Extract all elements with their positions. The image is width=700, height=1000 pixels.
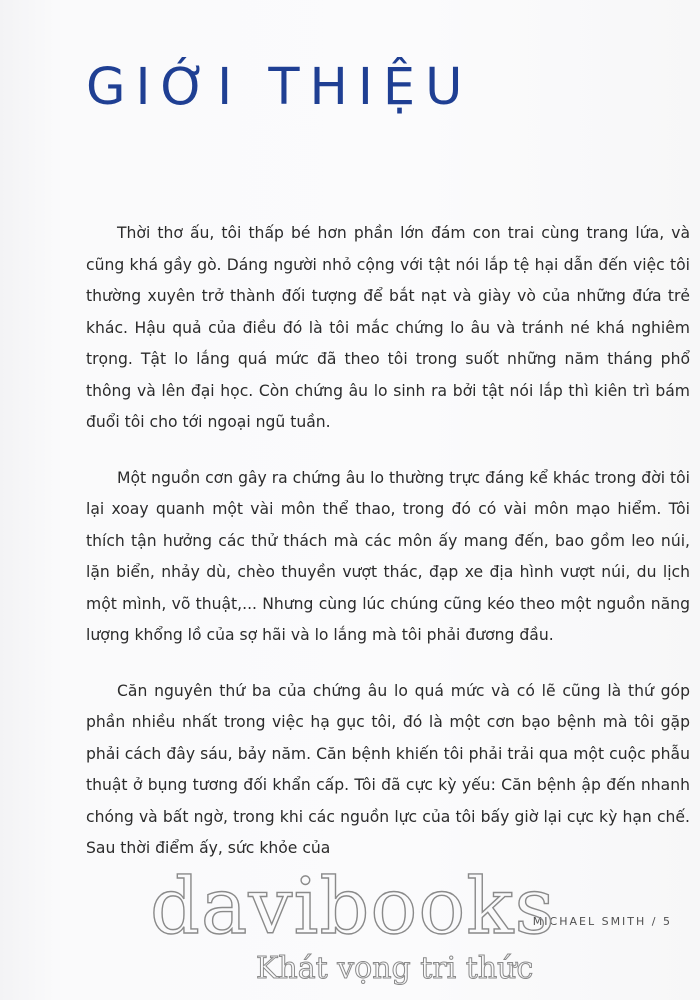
body-text bbox=[86, 218, 690, 889]
page-footer: MICHAEL SMITH / 5 bbox=[532, 915, 672, 928]
chapter-title: GIỚI THIỆU bbox=[86, 58, 473, 117]
paragraph-1: Thời thơ ấu, tôi thấp bé hơn phần lớn đám con trai cùng trang lứa, và cũng khá gầy gò. Dáng người nhỏ cộng với tật nói lắp tệ hại dẫn đến việc tôi thường xuyên trở thành đối tượng để bắt nạt và giày vò của những đứa trẻ khác. Hậu quả của điều đó là tôi mắc chứng lo âu và tránh né khá nghiêm trọng. Tật lo lắng quá mức đã theo tôi trong suốt những năm tháng phổ thông và lên đại học. Còn chứng âu lo sinh ra bởi tật nói lắp thì kiên trì bám đuổi tôi cho tới ngoại ngũ tuần. bbox=[86, 224, 690, 431]
paragraph-2: Một nguồn cơn gây ra chứng âu lo thường trực đáng kể khác trong đời tôi lại xoay quanh một vài môn thể thao, trong đó có vài môn mạo hiểm. Tôi thích tận hưởng các thử thách mà các môn ấy mang đến, bao gồm leo núi, lặn biển, nhảy dù, chèo thuyền vượt thác, đạp xe địa hình vượt núi, du lịch một mình, võ thuật,... Nhưng cùng lúc chúng cũng kéo theo một nguồn năng lượng khổng lồ của sợ hãi và lo lắng mà tôi phải đương đầu. bbox=[86, 468, 690, 644]
watermark-tagline: Khát vọng tri thức bbox=[256, 951, 534, 986]
watermark-logo: davibooks bbox=[150, 862, 556, 952]
paragraph-3: Căn nguyên thứ ba của chứng âu lo quá mức và có lẽ cũng là thứ góp phần nhiều nhất trong việc hạ gục tôi, đó là một cơn bạo bệnh mà tôi gặp phải cách đây sáu, bảy năm. Căn bệnh khiến tôi phải trải qua một cuộc phẫu thuật ở bụng tương đối khẩn cấp. Tôi đã cực kỳ yếu: Căn bệnh ập đến nhanh chóng và bất ngờ, trong khi các nguồn lực của tôi bấy giờ lại cực kỳ hạn chế. Sau thời điểm ấy, sức khỏe của bbox=[86, 681, 690, 857]
